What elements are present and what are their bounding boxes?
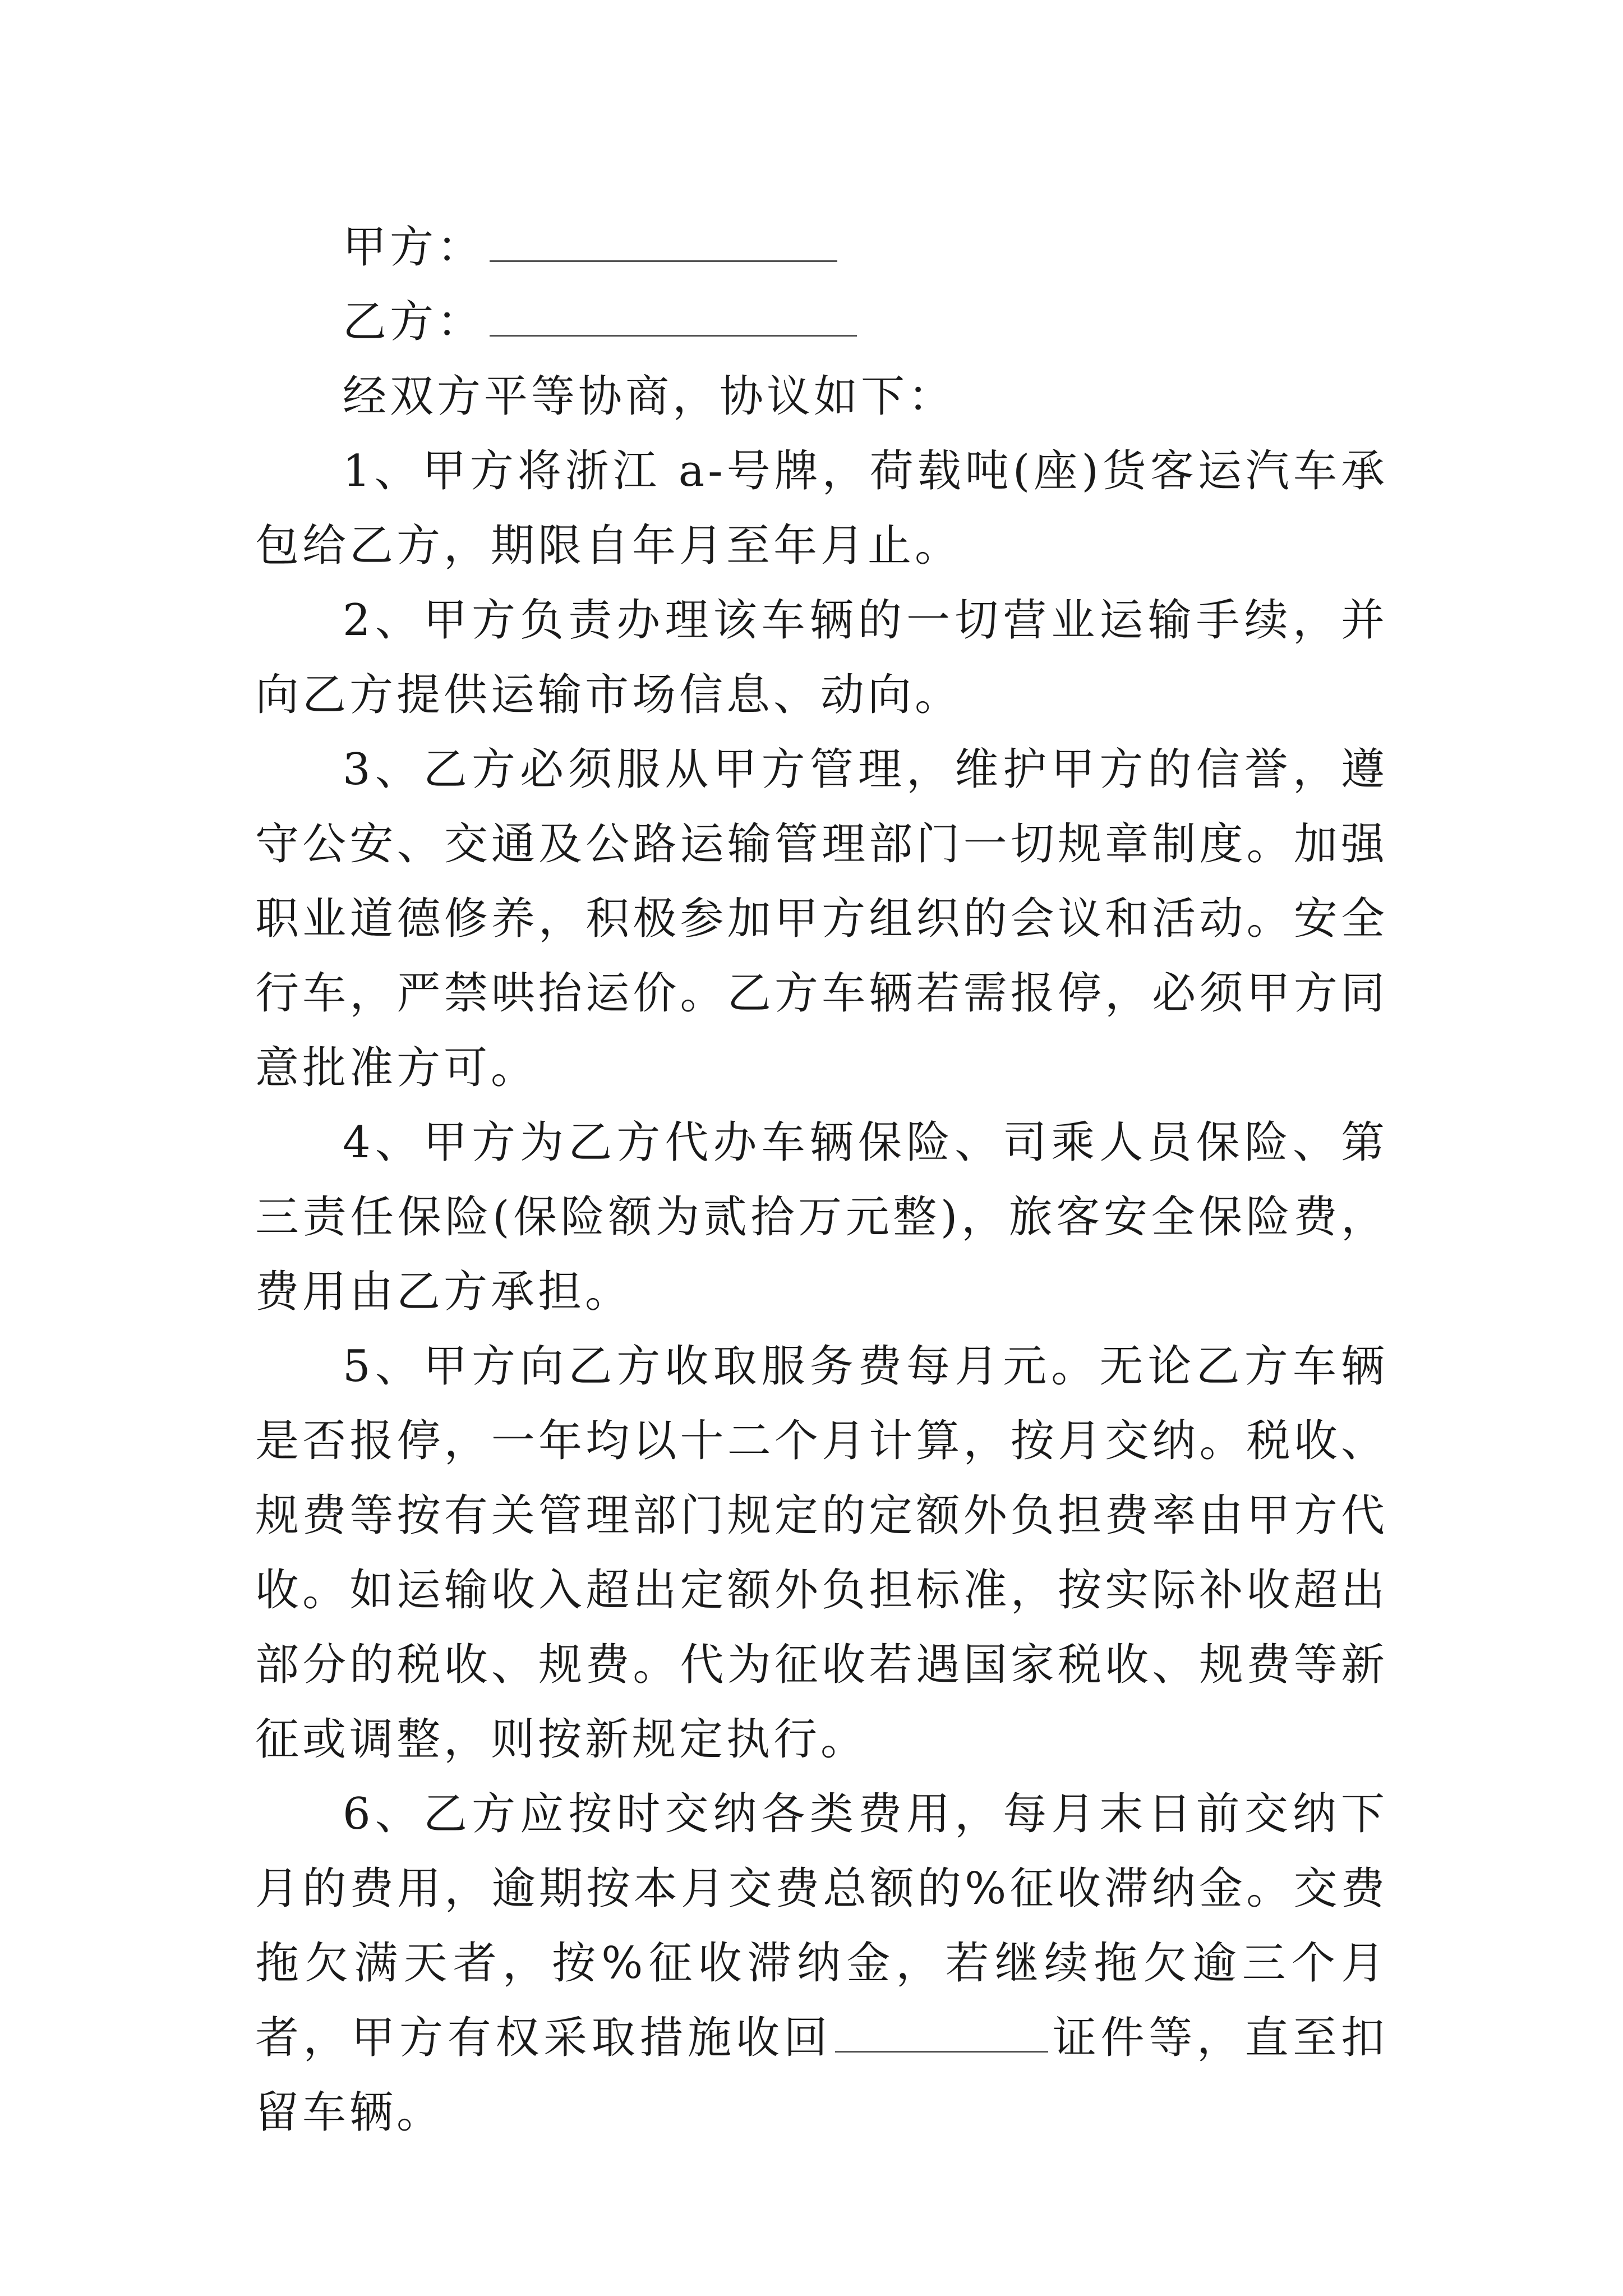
party-b-line bbox=[255, 285, 1388, 360]
clause-3: 3、乙方必须服从甲方管理，维护甲方的信誉，遵守公安、交通及公路运输管理部门一切规章制度。加强职业道德修养，积极参加甲方组织的会议和活动。安全行车，严禁哄抬运价。乙方车辆若需报停，必须甲方同意批准方可。 bbox=[255, 744, 1388, 1093]
clause-6 bbox=[255, 1777, 1388, 2150]
clause-2: 2、甲方负责办理该车辆的一切营业运输手续，并向乙方提供运输市场信息、动向。 bbox=[255, 595, 1388, 720]
clause-6-tail: 证件等，直至扣留车辆。 bbox=[255, 2013, 1388, 2138]
clause-6-text: 6、乙方应按时交纳各类费用，每月末日前交纳下月的费用，逾期按本月交费总额的%征收滞纳金。交费拖欠满天者，按%征收滞纳金，若继续拖欠逾三个月者，甲方有权采取措施收回 bbox=[255, 1789, 1388, 2063]
contract-body bbox=[255, 210, 1388, 2150]
party-b-blank bbox=[490, 301, 857, 337]
intro-text: 经双方平等协商，协议如下： bbox=[343, 371, 956, 422]
clause-5: 5、甲方向乙方收取服务费每月元。无论乙方车辆是否报停，一年均以十二个月计算，按月交纳。税收、规费等按有关管理部门规定的定额外负担费率由甲方代收。如运输收入超出定额外负担标准，按实际补收超出部分的税收、规费。代为征收若遇国家税收、规费等新征或调整，则按新规定执行。 bbox=[255, 1341, 1388, 1765]
certificate-blank bbox=[835, 2017, 1048, 2053]
party-a-line bbox=[255, 210, 1388, 285]
party-a-blank bbox=[490, 227, 837, 262]
party-b-label: 乙方： bbox=[343, 297, 485, 347]
clause-1: 1、甲方将浙江 a-号牌，荷载吨(座)货客运汽车承包给乙方，期限自年月至年月止。 bbox=[255, 446, 1388, 571]
clause-4: 4、甲方为乙方代办车辆保险、司乘人员保险、第三责任保险(保险额为贰拾万元整)，旅客安全保险费，费用由乙方承担。 bbox=[255, 1117, 1388, 1317]
party-a-label: 甲方： bbox=[343, 222, 485, 273]
